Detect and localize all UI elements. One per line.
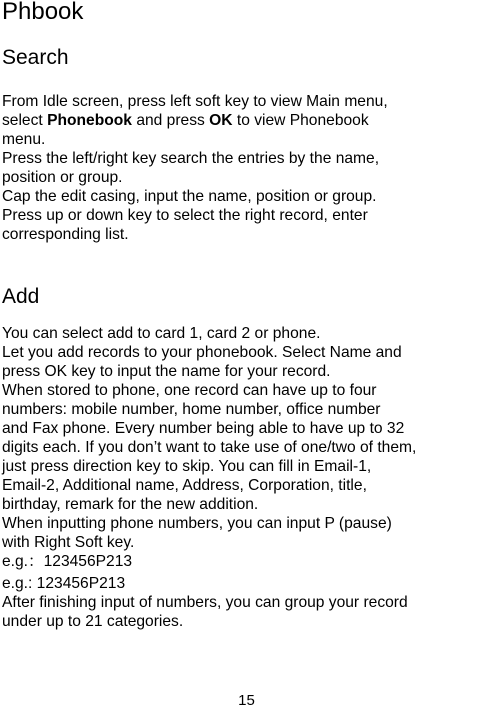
- bold-term-ok: OK: [209, 112, 233, 129]
- paragraph-line: just press direction key to skip. You can fill in Email-1,: [2, 458, 372, 475]
- paragraph-line: and Fax phone. Every number being able to have up to 32: [2, 420, 405, 437]
- paragraph-line: Press up or down key to select the right record, enter: [2, 207, 368, 224]
- paragraph-line: with Right Soft key.: [2, 534, 135, 551]
- paragraph-line: Cap the edit casing, input the name, position or group.: [2, 188, 377, 205]
- paragraph-line: When stored to phone, one record can have up to four: [2, 382, 377, 399]
- paragraph-line: digits each. If you don’t want to take use of one/two of them,: [2, 439, 417, 456]
- search-section-body: [2, 92, 492, 244]
- section-heading-add: Add: [2, 285, 40, 308]
- paragraph-line: [2, 111, 492, 130]
- paragraph-line: Press the left/right key search the entries by the name,: [2, 150, 380, 167]
- paragraph-line: After finishing input of numbers, you can group your record: [2, 594, 408, 611]
- page-title: Phbook: [2, 0, 84, 25]
- page-number: 15: [238, 692, 255, 709]
- text-run: and press: [131, 112, 210, 129]
- paragraph-line: When inputting phone numbers, you can input P (pause): [2, 515, 392, 532]
- example-line: e.g.：123456P213: [2, 553, 133, 570]
- bold-term-phonebook: Phonebook: [47, 112, 132, 129]
- paragraph-line: menu.: [2, 131, 46, 148]
- paragraph-line: birthday, remark for the new addition.: [2, 496, 259, 513]
- example-line: e.g.: 123456P213: [2, 575, 126, 592]
- paragraph-line: under up to 21 categories.: [2, 613, 184, 630]
- paragraph-line: You can select add to card 1, card 2 or phone.: [2, 325, 321, 342]
- text-run: select: [2, 112, 48, 129]
- paragraph-line: press OK key to input the name for your record.: [2, 363, 331, 380]
- paragraph-line: Let you add records to your phonebook. Select Name and: [2, 344, 402, 361]
- paragraph-line: From Idle screen, press left soft key to view Main menu,: [2, 93, 388, 110]
- paragraph-line: numbers: mobile number, home number, office number: [2, 401, 381, 418]
- paragraph-line: corresponding list.: [2, 226, 129, 243]
- add-section-body: [2, 324, 492, 631]
- paragraph-line: Email-2, Additional name, Address, Corporation, title,: [2, 477, 367, 494]
- paragraph-line: position or group.: [2, 169, 123, 186]
- text-run: to view Phonebook: [232, 112, 369, 129]
- section-heading-search: Search: [2, 46, 69, 69]
